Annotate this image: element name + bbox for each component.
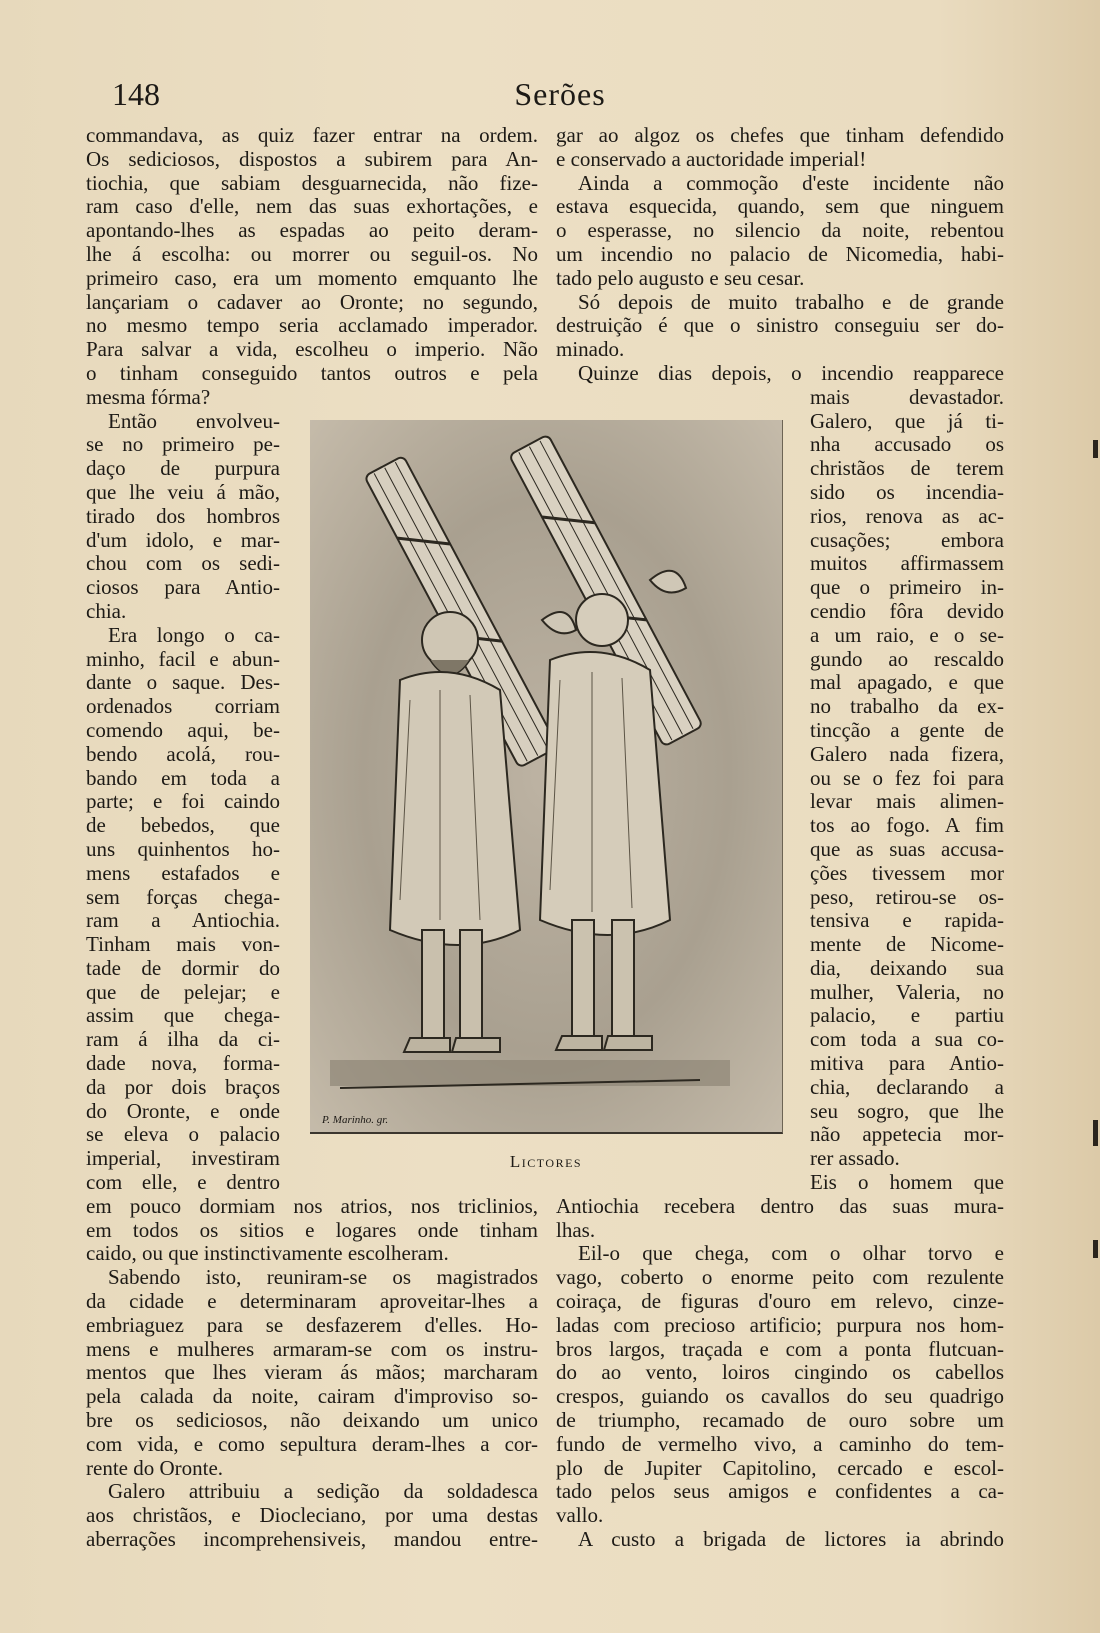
text-line: Tinham mais von- [86, 932, 280, 957]
text-line: d'um idolo, e mar- [86, 527, 280, 552]
text-line: Sabendo isto, reuniram-se os magistrados [108, 1265, 538, 1290]
figure-caption: Lictores [509, 1152, 583, 1171]
text-line: estava esquecida, quando, sem que ninguem [556, 194, 1004, 219]
text-line: apontando-lhes as espadas ao peito deram- [86, 218, 538, 243]
text-line: daço de purpura [86, 456, 280, 481]
text-line: tade de dormir do [86, 955, 280, 980]
engraving-drawing [310, 420, 782, 1132]
text-line: commandava, as quiz fazer entrar na ordem. [86, 123, 538, 147]
text-line: mais devastador. [810, 384, 1004, 409]
text-line: chia. [86, 598, 127, 623]
text-line: Os sediciosos, dispostos a subirem para An- [86, 146, 538, 171]
text-line: se eleva o palacio [86, 1122, 280, 1147]
text-line: bros largos, traçada e com a ponta flutcuan- [556, 1336, 1004, 1361]
text-line: do ao vento, loiros cingindo os cabellos [556, 1360, 1004, 1385]
text-line: mesma fórma? [86, 384, 211, 409]
text-line: rios, renova as ac- [810, 503, 1004, 528]
text-line: que lhe veiu á mão, [86, 479, 280, 504]
page-header [0, 70, 1100, 120]
left-paragraph-1 [86, 124, 538, 410]
text-line: Para salvar a vida, escolheu o imperio. Não [86, 337, 538, 362]
text-line: bre os sediciosos, não deixando um unico [86, 1408, 538, 1433]
text-line: com toda a sua co- [810, 1027, 1004, 1052]
edge-mark [1093, 1240, 1098, 1258]
text-line: em todos os sitios e logares onde tinham [86, 1217, 538, 1242]
text-line: coiraça, de figuras d'ouro em relevo, cinze- [556, 1289, 1004, 1314]
lictores-illustration [310, 420, 783, 1134]
text-line: Antiochia recebera dentro das suas mura- [556, 1193, 1004, 1218]
text-line: christãos de terem [810, 456, 1004, 481]
text-line: lançariam o cadaver ao Oronte; no segundo, [86, 289, 538, 314]
text-line: lhas. [556, 1217, 596, 1242]
text-line: vallo. [556, 1503, 604, 1528]
text-line: fundo de vermelho vivo, a caminho do tem- [556, 1431, 1004, 1456]
text-line: aberrações incomprehensiveis, mandou entre- [86, 1527, 538, 1552]
text-line: chia, declarando a [810, 1074, 1004, 1099]
right-paragraph-4 [556, 362, 1004, 386]
text-line: Quinze dias depois, o incendio reapparece [578, 360, 1004, 385]
text-line: imperial, investiram [86, 1146, 280, 1171]
text-line: que o primeiro in- [810, 575, 1004, 600]
text-line: mentos que lhes vieram ás mãos; marcharam [86, 1360, 538, 1385]
text-line: da por dois braços [86, 1074, 280, 1099]
engraver-signature: P. Marinho. gr. [322, 1114, 389, 1126]
text-line: chou com os sedi- [86, 551, 280, 576]
text-line: Ainda a commoção d'este incidente não [578, 170, 1004, 195]
text-line: de triumpho, recamado de ouro sobre um [556, 1408, 1004, 1433]
edge-mark [1093, 440, 1098, 458]
text-line: em pouco dormiam nos atrios, nos triclinios, [86, 1193, 538, 1218]
text-line: e conservado a auctoridade imperial! [556, 146, 867, 171]
text-line: ram caso d'elle, nem das suas exhortações, e [86, 194, 538, 219]
text-line: rer assado. [810, 1146, 900, 1171]
text-line: tensiva e rapida- [810, 908, 1004, 933]
text-line: um incendio no palacio de Nicomedia, habi- [556, 241, 1004, 266]
left-paragraph-3 [86, 624, 280, 1195]
left-paragraph-5 [86, 1480, 538, 1551]
right-paragraph-4-narrow [810, 386, 1004, 1171]
text-line: parte; e foi caindo [86, 789, 280, 814]
text-line: nha accusado os [810, 432, 1004, 457]
text-line: gar ao algoz os chefes que tinham defendido [556, 123, 1004, 147]
text-line: gundo ao rescaldo [810, 646, 1004, 671]
text-line: caido, ou que instinctivamente escolheram. [86, 1241, 449, 1266]
text-line: no mesmo tempo seria acclamado imperador. [86, 313, 538, 338]
text-line: crespos, guiando os cavallos do seu quadrigo [556, 1384, 1004, 1409]
text-line: Eis o homem que [810, 1170, 1004, 1195]
text-line: tirado dos hombros [86, 503, 280, 528]
text-line: levar mais alimen- [810, 789, 1004, 814]
text-line: lhe á escolha: ou morrer ou seguil-os. No [86, 241, 538, 266]
text-line: dante o saque. Des- [86, 670, 280, 695]
text-line: cendio fôra devido [810, 598, 1004, 623]
text-line: muitos affirmassem [810, 551, 1004, 576]
text-line: uns quinhentos ho- [86, 836, 280, 861]
text-line: peso, retirou-se os- [810, 884, 1004, 909]
left-paragraph-3-continued [86, 1195, 538, 1266]
text-line: Galero attribuiu a sedição da soldadesca [108, 1479, 538, 1504]
text-line: comendo aqui, be- [86, 717, 280, 742]
text-line: bando em toda a [86, 765, 280, 790]
text-line: que as suas accusa- [810, 836, 1004, 861]
running-title: Serões [514, 76, 606, 112]
text-line: ou se o fez foi para [810, 765, 1004, 790]
text-line: Era longo o ca- [108, 622, 280, 647]
text-line: mens e mulheres armaram-se com os instru- [86, 1336, 538, 1361]
text-line: assim que chega- [86, 1003, 280, 1028]
right-paragraph-7 [556, 1528, 1004, 1552]
text-line: destruição é que o sinistro conseguiu ser do- [556, 313, 1004, 338]
text-line: Eil-o que chega, com o olhar torvo e [578, 1241, 1004, 1266]
text-line: sido os incendia- [810, 479, 1004, 504]
text-line: que de pelejar; e [86, 979, 280, 1004]
text-line: Só depois de muito trabalho e de grande [578, 289, 1004, 314]
text-line: a um raio, e o se- [810, 622, 1004, 647]
text-line: ordenados corriam [86, 694, 280, 719]
text-line: dia, deixando sua [810, 955, 1004, 980]
text-line: palacio, e partiu [810, 1003, 1004, 1028]
text-line: ram a Antiochia. [86, 908, 280, 933]
text-line: o esperasse, no silencio da noite, rebentou [556, 218, 1004, 243]
text-line: de bebedos, que [86, 813, 280, 838]
text-line: ram á ilha da ci- [86, 1027, 280, 1052]
text-line: sem forças chega- [86, 884, 280, 909]
right-paragraph-2 [556, 172, 1004, 291]
text-line: da cidade e determinaram aproveitar-lhes a [86, 1289, 538, 1314]
text-line: Então envolveu- [108, 408, 280, 433]
text-line: cusações; embora [810, 527, 1004, 552]
text-line: no trabalho da ex- [810, 694, 1004, 719]
text-line: do Oronte, e onde [86, 1098, 280, 1123]
page-number: 148 [112, 76, 160, 112]
text-line: minado. [556, 337, 625, 362]
text-line: mulher, Valeria, no [810, 979, 1004, 1004]
text-line: vago, coberto o enorme peito com rezulente [556, 1265, 1004, 1290]
text-line: ciosos para Antio- [86, 575, 280, 600]
left-paragraph-4 [86, 1266, 538, 1480]
text-line: mens estafados e [86, 860, 280, 885]
text-line: A custo a brigada de lictores ia abrindo [578, 1527, 1004, 1552]
text-line: ladas com precioso artificio; purpura nos hom- [556, 1312, 1004, 1337]
text-line: aos christãos, e Diocleciano, por uma destas [86, 1503, 538, 1528]
text-line: tos ao fogo. A fim [810, 813, 1004, 838]
text-line: ções tivessem mor [810, 860, 1004, 885]
text-line: mitiva para Antio- [810, 1051, 1004, 1076]
text-line: com vida, e como sepultura deram-lhes a cor- [86, 1431, 538, 1456]
text-line: dade nova, forma- [86, 1051, 280, 1076]
left-paragraph-2 [86, 410, 280, 624]
text-line: embriaguez para se desfazerem d'elles. Ho- [86, 1312, 538, 1337]
text-line: pela calada da noite, cairam d'improviso so- [86, 1384, 538, 1409]
text-line: primeiro caso, era um momento emquanto lhe [86, 265, 538, 290]
edge-mark [1093, 1120, 1098, 1146]
text-line: bendo acolá, rou- [86, 741, 280, 766]
right-paragraph-5 [556, 1195, 1004, 1243]
text-line: mal apagado, e que [810, 670, 1004, 695]
text-line: seu sogro, que lhe [810, 1098, 1004, 1123]
text-line: Galero nada fizera, [810, 741, 1004, 766]
right-paragraph-3 [556, 291, 1004, 362]
text-line: Galero, que já ti- [810, 408, 1004, 433]
text-line: minho, facil e abun- [86, 646, 280, 671]
text-line: mente de Nicome- [810, 932, 1004, 957]
text-line: rente do Oronte. [86, 1455, 224, 1480]
right-paragraph-6 [556, 1242, 1004, 1528]
text-line: tiochia, que sabiam desguarnecida, não fize- [86, 170, 538, 195]
text-line: tincção a gente de [810, 717, 1004, 742]
text-line: tado pelo augusto e seu cesar. [556, 265, 805, 290]
text-line: se no primeiro pe- [86, 432, 280, 457]
text-line: plo de Jupiter Capitolino, cercado e escol- [556, 1455, 1004, 1480]
text-line: com elle, e dentro [86, 1170, 280, 1195]
text-line: não appetecia mor- [810, 1122, 1004, 1147]
text-line: o tinham conseguido tantos outros e pela [86, 360, 538, 385]
text-line: tado pelos seus amigos e confidentes a ca- [556, 1479, 1004, 1504]
right-paragraph-1 [556, 124, 1004, 172]
right-paragraph-5-narrow [810, 1171, 1004, 1195]
